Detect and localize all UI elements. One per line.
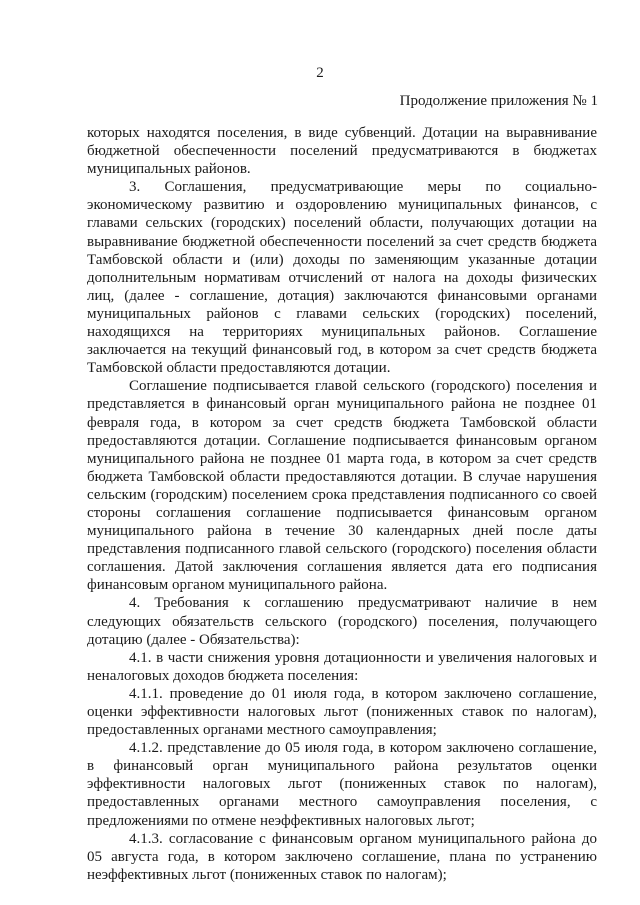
appendix-continuation-label: Продолжение приложения № 1 (399, 93, 598, 109)
paragraph: которых находятся поселения, в виде субвенций. Дотации на выравнивание бюджетной обеспеченности поселений предусматриваются в бюджетах муниципальных районов. (87, 125, 597, 178)
paragraph: 4.1.2. представление до 05 июля года, в котором заключено соглашение, в финансовый орган муниципального района результатов оценки эффективности налоговых льгот (пониженных ставок по налогам), предоставленных органами местного самоуправления поселения, с предложениями по отмене неэффективных налоговых льгот; (87, 740, 597, 829)
paragraph: 3. Соглашения, предусматривающие меры по социально-экономическому развитию и оздоровлению муниципальных финансов, с главами сельских (городских) поселений области, получающих дотации на выравнивание бюджетной обеспеченности поселений за счет средств бюджета Тамбовской области и (или) доходы по заменяющим указанные дотации дополнительным нормативам отчислений от налога на доходы физических лиц, (далее - соглашение, дотация) заключаются финансовыми органами муниципальных районов с главами сельских (городских) поселений, находящихся на территориях муниципальных районов. Соглашение заключается на текущий финансовый год, в котором за счет средств бюджета Тамбовской области предоставляются дотации. (87, 179, 597, 377)
paragraph: 4.1.1. проведение до 01 июля года, в котором заключено соглашение, оценки эффективности налоговых льгот (пониженных ставок по налогам), предоставленных органами местного самоуправления; (87, 685, 597, 739)
document-body (87, 124, 597, 884)
paragraph: 4. Требования к соглашению предусматривают наличие в нем следующих обязательств сельского (городского) поселения, получающего дотацию (далее - Обязательства): (87, 595, 597, 648)
page-number: 2 (316, 65, 324, 81)
paragraph: 4.1. в части снижения уровня дотационности и увеличения налоговых и неналоговых доходов бюджета поселения: (87, 649, 597, 684)
paragraph: Соглашение подписывается главой сельского (городского) поселения и представляется в финансовый орган муниципального района не позднее 01 февраля года, в котором за счет средств бюджета Тамбовской области предоставляются дотации. Соглашение подписывается финансовым органом муниципального района не позднее 01 марта года, в котором за счет средств бюджета Тамбовской области предоставляются дотации. В случае нарушения сельским (городским) поселением срока представления подписанного со своей стороны соглашения соглашение подписывается финансовым органом муниципального района в течение 30 календарных дней после даты представления подписанного главой сельского (городского) поселения области соглашения. Датой заключения соглашения является дата его подписания финансовым органом муниципального района. (87, 378, 597, 594)
paragraph: 4.1.3. согласование с финансовым органом муниципального района до 05 августа года, в котором заключено соглашение, плана по устранению неэффективных льгот (пониженных ставок по налогам); (87, 830, 597, 883)
